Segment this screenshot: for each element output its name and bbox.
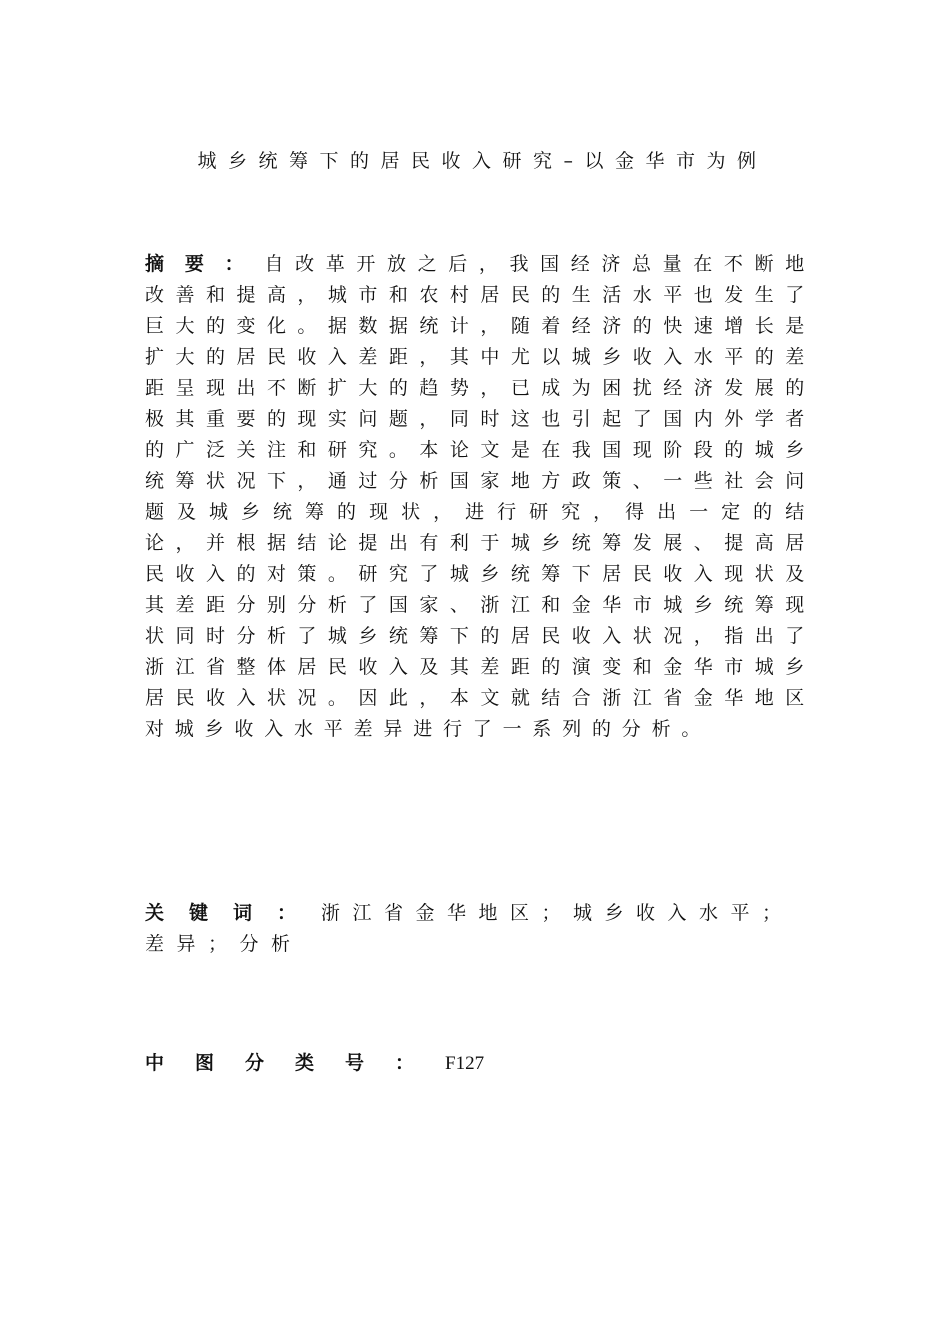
classification-section: [145, 1048, 484, 1079]
keywords-label: 关键词：: [145, 902, 322, 924]
abstract-label: 摘要：: [145, 253, 265, 275]
classification-value: F127: [445, 1053, 485, 1074]
keywords-text: 浙江省金华地区；城乡收入水平；差异；分析: [145, 902, 794, 955]
classification-label: 中图分类号：: [145, 1052, 446, 1074]
abstract-text: 自改革开放之后，我国经济总量在不断地改善和提高，城市和农村居民的生活水平也发生了巨大的变化。据数据统计，随着经济的快速增长是扩大的居民收入差距，其中尤以城乡收入水平的差距呈现出不断扩大的趋势，已成为困扰经济发展的极其重要的现实问题，同时这也引起了国内外学者的广泛关注和研究。本论文是在我国现阶段的城乡统筹状况下，通过分析国家地方政策、一些社会问题及城乡统筹的现状，进行研究，得出一定的结论，并根据结论提出有利于城乡统筹发展、提高居民收入的对策。研究了城乡统筹下居民收入现状及其差距分别分析了国家、浙江和金华市城乡统筹现状同时分析了城乡统筹下的居民收入状况，指出了浙江省整体居民收入及其差距的演变和金华市城乡居民收入状况。因此，本文就结合浙江省金华地区对城乡收入水平差异进行了一系列的分析。: [145, 253, 815, 740]
abstract-section: [145, 249, 815, 745]
keywords-section: [145, 898, 815, 960]
document-title: 城乡统筹下的居民收入研究–以金华市为例: [197, 150, 768, 172]
